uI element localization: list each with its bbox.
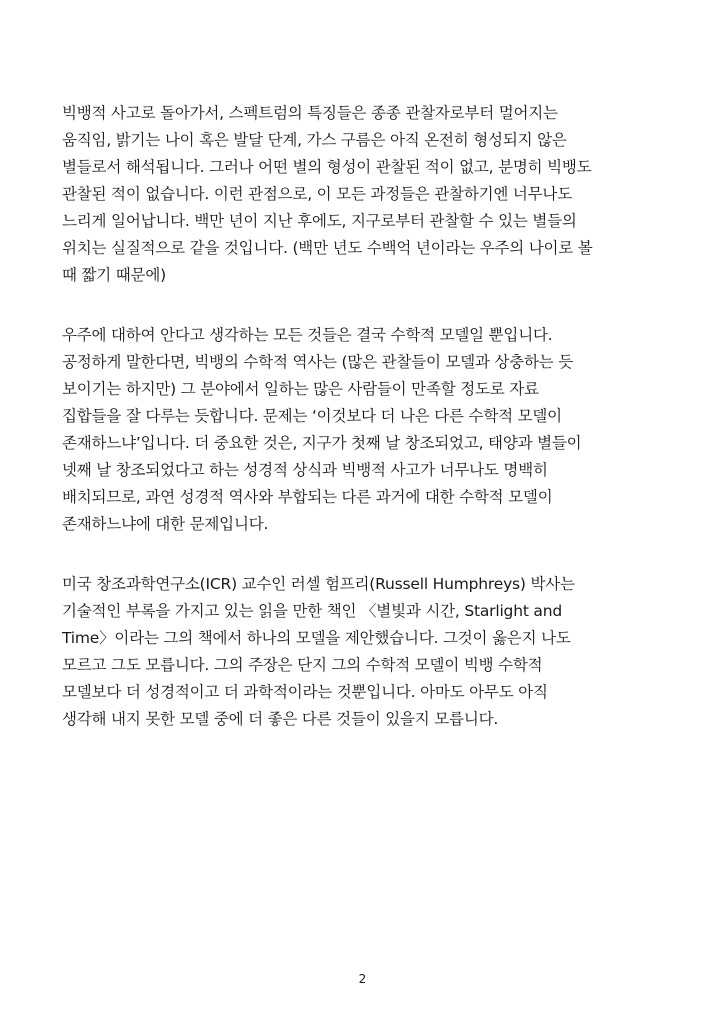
text-line: 느리게 일어납니다. 백만 년이 지난 후에도, 지구로부터 관찰할 수 있는 별들의	[62, 212, 577, 230]
text-line: 모델보다 더 성경적이고 더 과학적이라는 것뿐입니다. 아마도 아무도 아직	[62, 683, 548, 701]
text-line: 때 짧기 때문에)	[62, 266, 166, 284]
text-line: Time〉이라는 그의 책에서 하나의 모델을 제안했습니다. 그것이 옳은지 나도	[62, 629, 571, 647]
text-line: 우주에 대하여 안다고 생각하는 모든 것들은 결국 수학적 모델일 뿐입니다.	[62, 326, 553, 344]
text-line: 위치는 실질적으로 같을 것입니다. (백만 년도 수백억 년이라는 우주의 나이로 볼	[62, 239, 593, 257]
text-line: 넷째 날 창조되었다고 하는 성경적 상식과 빅뱅적 사고가 너무나도 명백히	[62, 461, 548, 479]
text-line: 생각해 내지 못한 모델 중에 더 좋은 다른 것들이 있을지 모릅니다.	[62, 710, 499, 728]
text-line: 별들로서 해석됩니다. 그러나 어떤 별의 형성이 관찰된 적이 없고, 분명히 빅뱅도	[62, 158, 592, 176]
text-line: 배치되므로, 과연 성경적 역사와 부합되는 다른 과거에 대한 수학적 모델이	[62, 488, 553, 506]
paragraph-3	[62, 571, 682, 733]
page-number: 2	[358, 972, 367, 986]
paragraph-1	[62, 100, 682, 289]
text-line: 보이기는 하지만) 그 분야에서 일하는 많은 사람들이 만족할 정도로 자료	[62, 380, 539, 398]
paragraph-2	[62, 322, 682, 538]
body-text	[62, 100, 682, 766]
text-line: 빅뱅적 사고로 돌아가서, 스펙트럼의 특징들은 종종 관찰자로부터 멀어지는	[62, 104, 558, 122]
text-line: 미국 창조과학연구소(ICR) 교수인 러셀 험프리(Russell Humphreys) 박사는	[62, 575, 575, 593]
text-line: 집합들을 잘 다루는 듯합니다. 문제는 ‘이것보다 더 나은 다른 수학적 모델이	[62, 407, 562, 425]
text-line: 기술적인 부록을 가지고 있는 읽을 만한 책인 〈별빛과 시간, Starlight and	[62, 602, 562, 620]
text-line: 모르고 그도 모릅니다. 그의 주장은 단지 그의 수학적 모델이 빅뱅 수학적	[62, 656, 543, 674]
text-line: 존재하느냐’입니다. 더 중요한 것은, 지구가 첫째 날 창조되었고, 태양과 별들이	[62, 434, 582, 452]
text-line: 관찰된 적이 없습니다. 이런 관점으로, 이 모든 과정들은 관찰하기엔 너무나도	[62, 185, 572, 203]
text-line: 공정하게 말한다면, 빅뱅의 수학적 역사는 (많은 관찰들이 모델과 상충하는 듯	[62, 353, 574, 371]
text-line: 움직임, 밝기는 나이 혹은 발달 단계, 가스 구름은 아직 온전히 형성되지 않은	[62, 131, 567, 149]
text-line: 존재하느냐에 대한 문제입니다.	[62, 515, 269, 533]
